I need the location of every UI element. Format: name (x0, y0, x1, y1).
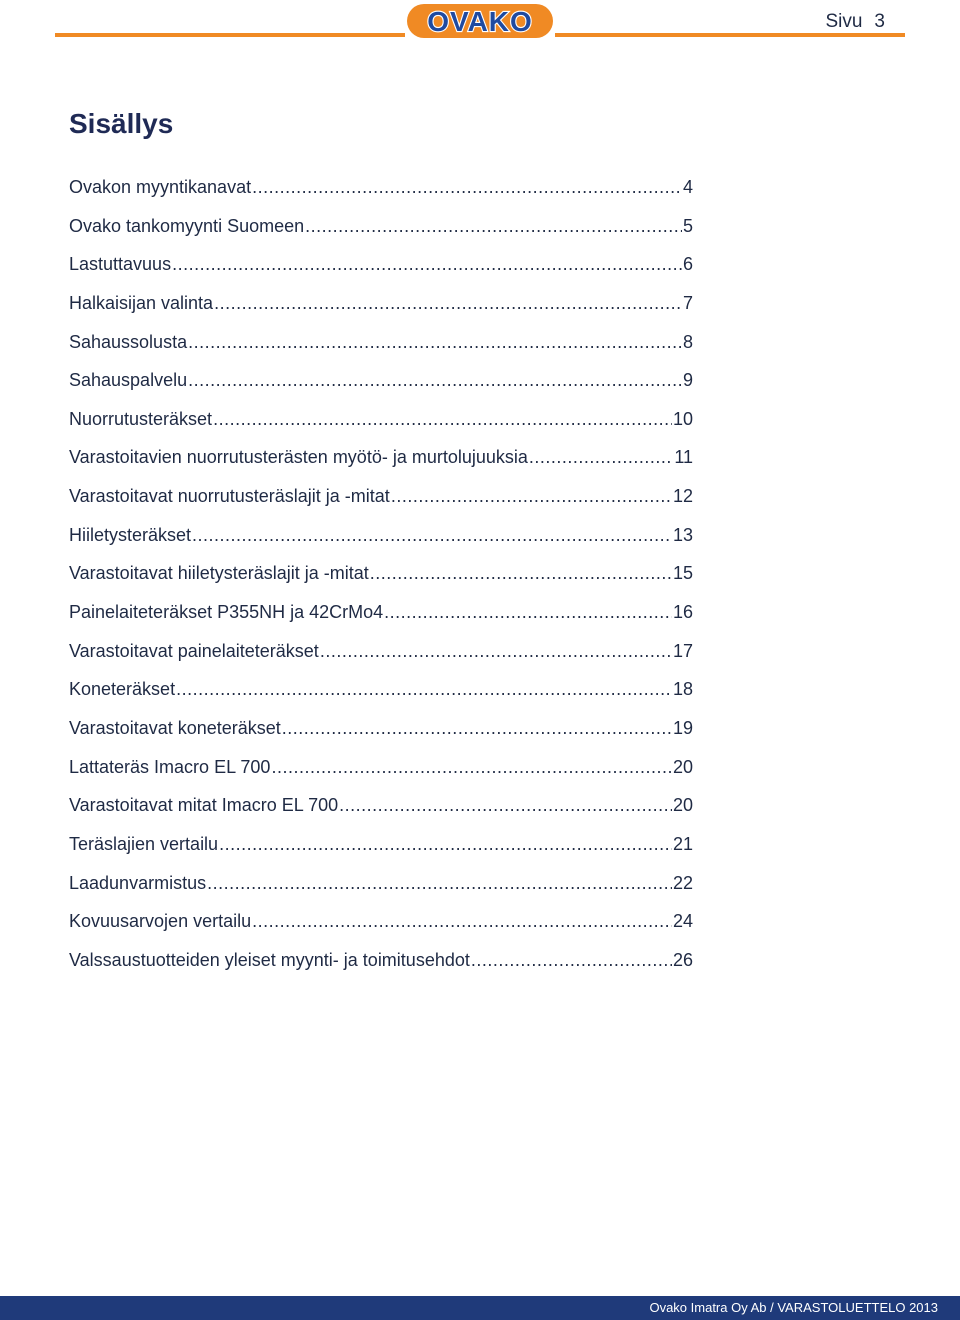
toc-entry-page: 10 (672, 408, 693, 429)
toc-entry[interactable] (69, 516, 693, 555)
toc-entry-page: 18 (672, 679, 693, 700)
toc-dot-leader (339, 786, 672, 825)
toc-entry[interactable] (69, 941, 693, 980)
footer-bar (0, 1296, 960, 1320)
toc-entry-page: 4 (682, 177, 693, 197)
toc-entry-label: Koneteräkset (69, 679, 176, 700)
toc-entry-label: Teräslajien vertailu (69, 833, 219, 854)
toc-entry-page: 22 (672, 872, 693, 893)
toc-entry-page: 17 (672, 640, 693, 661)
toc-entry[interactable] (69, 207, 693, 246)
toc-dot-leader (176, 670, 672, 709)
toc-entry[interactable] (69, 554, 693, 593)
toc-dot-leader (172, 245, 682, 284)
toc-entry-label: Ovako tankomyynti Suomeen (69, 215, 305, 236)
toc-dot-leader (320, 632, 672, 671)
toc-entry[interactable] (69, 361, 693, 400)
toc-entry-label: Varastoitavat nuorrutusteräslajit ja -mitat (69, 486, 390, 507)
toc-entry[interactable] (69, 825, 693, 864)
toc-dot-leader (529, 438, 673, 477)
toc-entry-label: Laadunvarmistus (69, 872, 207, 893)
toc-entry-page: 19 (672, 717, 693, 738)
toc-dot-leader (219, 825, 672, 864)
toc-entry-page: 9 (682, 370, 693, 391)
toc-dot-leader (471, 941, 672, 980)
toc-entry-label: Varastoitavat painelaiteteräkset (69, 640, 319, 661)
toc-dot-leader (252, 902, 672, 941)
toc-entry-page: 8 (682, 331, 693, 352)
toc-entry-label: Nuorrutusteräkset (69, 408, 213, 429)
toc-entry-page: 24 (672, 911, 693, 932)
toc-dot-leader (192, 516, 672, 555)
toc-dot-leader (305, 207, 682, 246)
toc-entry[interactable] (69, 400, 693, 439)
toc-entry-page: 26 (672, 949, 693, 970)
toc-entry-label: Varastoitavien nuorrutusterästen myötö- ja murtolujuuksia (69, 447, 528, 468)
toc-entry[interactable] (69, 477, 693, 516)
toc-entry-label: Varastoitavat mitat Imacro EL 700 (69, 795, 339, 816)
toc-entry[interactable] (69, 786, 693, 825)
page-indicator (825, 11, 885, 33)
toc-title: Sisällys (69, 108, 174, 139)
toc-entry[interactable] (69, 902, 693, 941)
toc-entry[interactable] (69, 632, 693, 671)
toc-dot-leader (188, 361, 682, 400)
toc-dot-leader (282, 709, 672, 748)
toc-entry-page: 12 (672, 486, 693, 507)
toc-entry-page: 7 (682, 292, 693, 313)
toc-dot-leader (188, 323, 682, 362)
toc-entry-label: Lattateräs Imacro EL 700 (69, 756, 271, 777)
toc-entry-page: 21 (672, 833, 693, 854)
toc-entry-page: 15 (672, 563, 693, 584)
toc-entry[interactable] (69, 748, 693, 787)
header-accent-line-right (555, 33, 905, 37)
toc-entry[interactable] (69, 670, 693, 709)
page-number: 3 (874, 11, 885, 32)
toc-dot-leader (214, 284, 682, 323)
toc-dot-leader (391, 477, 672, 516)
toc-entry-label: Varastoitavat hiiletysteräslajit ja -mitat (69, 563, 369, 584)
toc-entry[interactable] (69, 864, 693, 903)
header-accent-line-left (55, 33, 405, 37)
toc-entry-page: 20 (672, 795, 693, 816)
toc-entry[interactable] (69, 168, 693, 207)
toc-list (69, 168, 693, 979)
toc-entry-page: 6 (682, 254, 693, 275)
toc-entry[interactable] (69, 709, 693, 748)
toc-dot-leader (213, 400, 672, 439)
toc-entry-label: Valssaustuotteiden yleiset myynti- ja toimitusehdot (69, 949, 470, 970)
toc-entry[interactable] (69, 593, 693, 632)
footer-text: Ovako Imatra Oy Ab / VARASTOLUETTELO 2013 (649, 1300, 938, 1315)
toc-entry-label: Lastuttavuus (69, 254, 172, 275)
toc-entry[interactable] (69, 323, 693, 362)
toc-dot-leader (384, 593, 672, 632)
page-label: Sivu (825, 11, 863, 32)
toc-dot-leader (252, 168, 682, 207)
toc-entry-page: 5 (682, 215, 693, 236)
toc-entry[interactable] (69, 284, 693, 323)
toc-entry-label: Sahauspalvelu (69, 370, 188, 391)
ovako-logo (405, 0, 555, 42)
toc-dot-leader (370, 554, 672, 593)
logo-text: OVAKO (427, 6, 533, 37)
toc-entry-label: Halkaisijan valinta (69, 292, 214, 313)
toc-entry-label: Painelaiteteräkset P355NH ja 42CrMo4 (69, 602, 384, 623)
toc-entry-page: 20 (672, 756, 693, 777)
toc-entry-page: 11 (674, 447, 693, 468)
toc-entry[interactable] (69, 438, 693, 477)
toc-entry-page: 13 (672, 524, 693, 545)
toc-entry-label: Ovakon myyntikanavat (69, 177, 252, 197)
toc-dot-leader (207, 864, 672, 903)
toc-entry-label: Varastoitavat koneteräkset (69, 717, 281, 738)
toc-entry[interactable] (69, 245, 693, 284)
toc-entry-page: 16 (672, 602, 693, 623)
toc-dot-leader (271, 748, 672, 787)
toc-entry-label: Hiiletysteräkset (69, 524, 192, 545)
toc-entry-label: Sahaussolusta (69, 331, 188, 352)
toc-entry-label: Kovuusarvojen vertailu (69, 911, 252, 932)
